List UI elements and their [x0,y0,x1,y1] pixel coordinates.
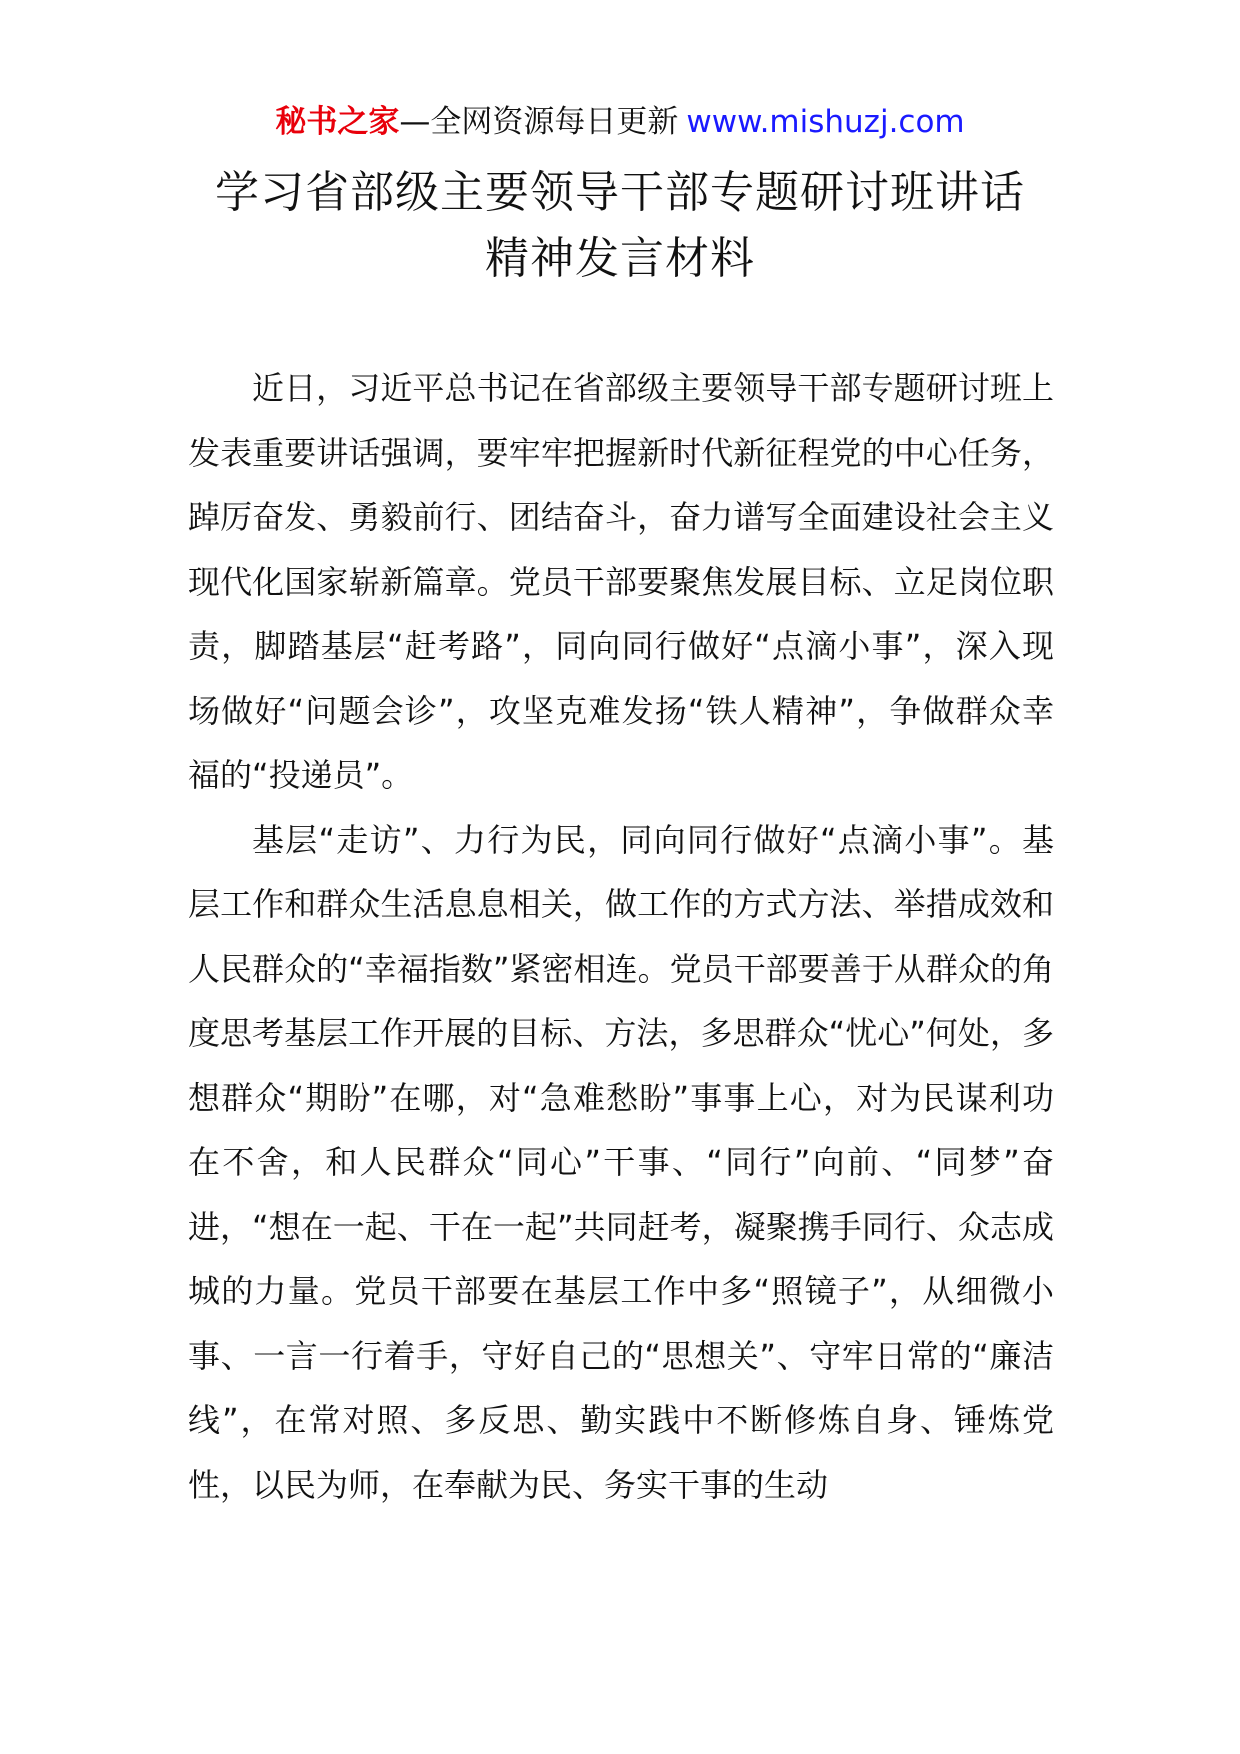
title-line-2: 精神发言材料 [485,233,755,284]
paragraph-1: 近日，习近平总书记在省部级主要领导干部专题研讨班上发表重要讲话强调，要牢牢把握新时代新征程党的中心任务，踔厉奋发、勇毅前行、团结奋斗，奋力谱写全面建设社会主义现代化国家崭新篇章。党员干部要聚焦发展目标、立足岗位职责，脚踏基层“赶考路”，同向同行做好“点滴小事”，深入现场做好“问题会诊”，攻坚克难发扬“铁人精神”，争做群众幸福的“投递员”。 [188,369,1054,794]
document-body [188,356,1054,1517]
header-tagline: —全网资源每日更新 [399,104,679,140]
document-title [160,160,1080,292]
site-url-link[interactable]: www.mishuzj.com [686,104,965,140]
paragraph-2: 基层“走访”、力行为民，同向同行做好“点滴小事”。基层工作和群众生活息息相关，做工作的方式方法、举措成效和人民群众的“幸福指数”紧密相连。党员干部要善于从群众的角度思考基层工作开展的目标、方法，多思群众“忧心”何处，多想群众“期盼”在哪，对“急难愁盼”事事上心，对为民谋利功在不舍，和人民群众“同心”干事、“同行”向前、“同梦”奋进，“想在一起、干在一起”共同赶考，凝聚携手同行、众志成城的力量。党员干部要在基层工作中多“照镜子”，从细微小事、一言一行着手，守好自己的“思想关”、守牢日常的“廉洁线”，在常对照、多反思、勤实践中不断修炼自身、锤炼党性，以民为师，在奉献为民、务实干事的生动 [188,820,1054,1504]
title-line-1: 学习省部级主要领导干部专题研讨班讲话 [215,167,1025,218]
brand-name: 秘书之家 [275,104,400,140]
site-header [0,100,1240,144]
